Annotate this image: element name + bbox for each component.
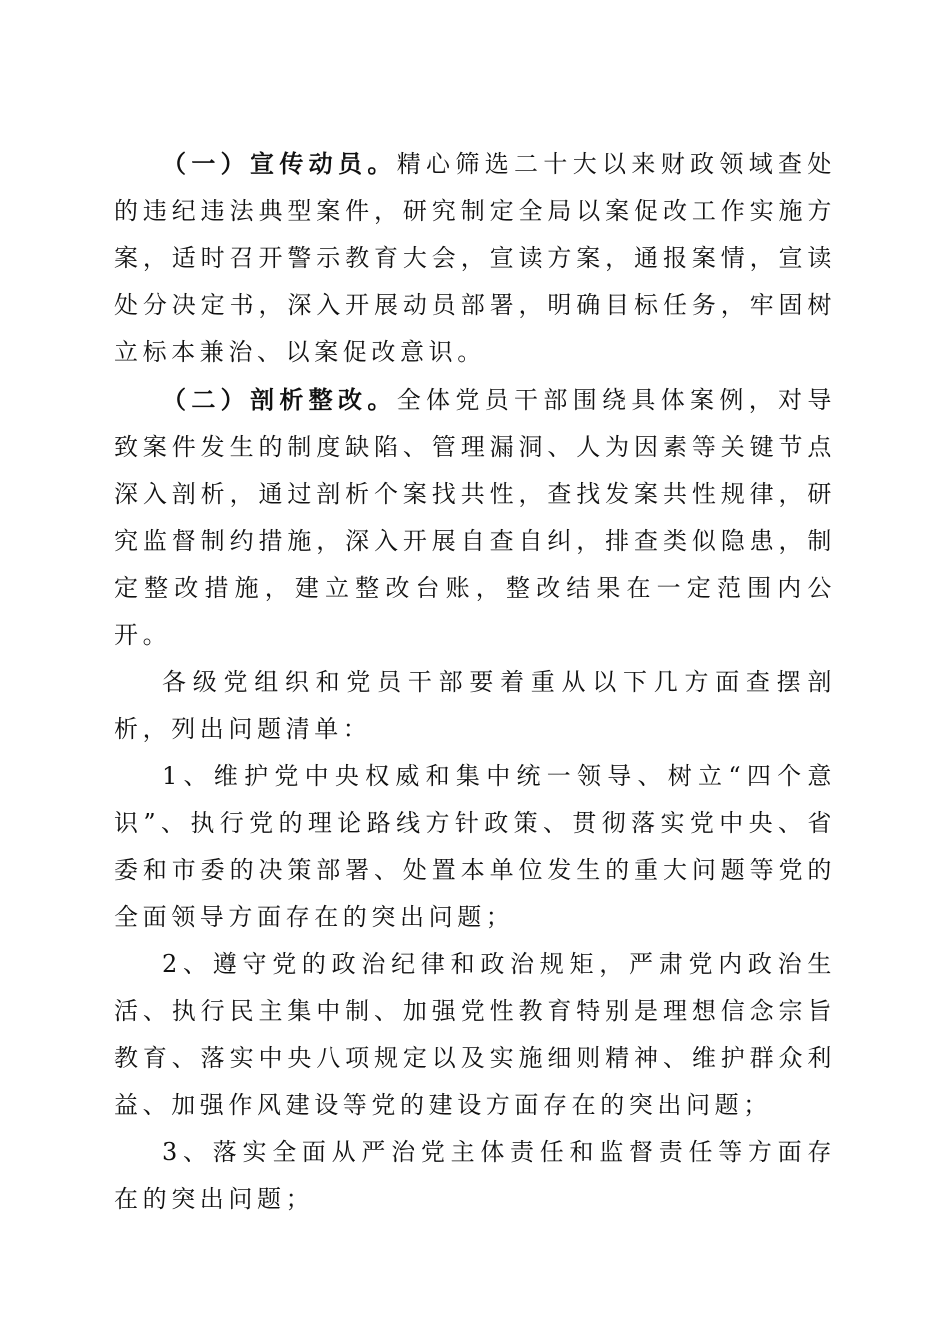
intro-paragraph: 各级党组织和党员干部要着重从以下几方面查摆剖析，列出问题清单：: [114, 668, 836, 743]
document-body: [114, 140, 836, 1223]
list-item: 3、落实全面从严治党主体责任和监督责任等方面存在的突出问题；: [114, 1138, 836, 1213]
section-heading: （二）剖析整改。: [162, 385, 397, 414]
section-heading: （一）宣传动员。: [162, 149, 397, 178]
section-body: 精心筛选二十大以来财政领域查处的违纪违法典型案件，研究制定全局以案促改工作实施方案，适时召开警示教育大会，宣读方案，通报案情，宣读处分决定书，深入开展动员部署，明确目标任务，牢固树立标本兼治、以案促改意识。: [114, 150, 836, 366]
list-item: 2、遵守党的政治纪律和政治规矩，严肃党内政治生活、执行民主集中制、加强党性教育特别是理想信念宗旨教育、落实中央八项规定以及实施细则精神、维护群众利益、加强作风建设等党的建设方面存在的突出问题；: [114, 950, 836, 1119]
section-publicity-mobilization: [114, 140, 836, 376]
section-analysis-rectification: [114, 376, 836, 659]
list-item: 1、维护党中央权威和集中统一领导、树立“四个意识”、执行党的理论路线方针政策、贯彻落实党中央、省委和市委的决策部署、处置本单位发生的重大问题等党的全面领导方面存在的突出问题；: [114, 762, 836, 931]
section-body: 全体党员干部围绕具体案例，对导致案件发生的制度缺陷、管理漏洞、人为因素等关键节点深入剖析，通过剖析个案找共性，查找发案共性规律，研究监督制约措施，深入开展自查自纠，排查类似隐患，制定整改措施，建立整改台账，整改结果在一定范围内公开。: [114, 386, 836, 649]
